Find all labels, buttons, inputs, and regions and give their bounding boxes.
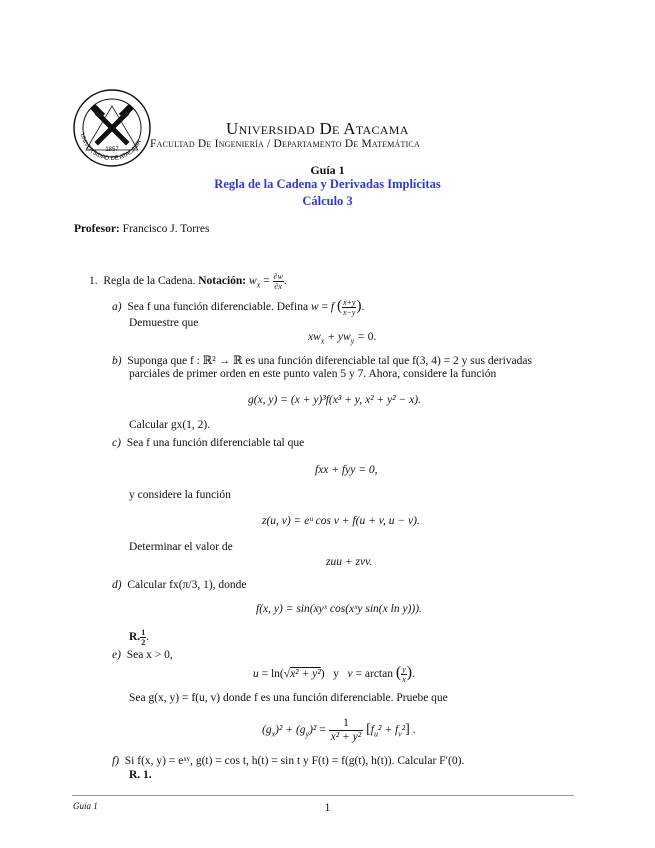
item-f-answer: R. 1. [129, 769, 152, 781]
topic-title: Regla de la Cadena y Derivadas Implícitas [214, 177, 441, 191]
item-c-line3: Determinar el valor de [129, 541, 233, 553]
item-b-equation: g(x, y) = (x + y)³f(x³ + y, x² + y² − x). [248, 394, 421, 406]
university-name: Universidad De Atacama [226, 119, 409, 138]
item-e-equation1: u = ln(√x² + y²) y v = arctan ( $\frac{y}{x}$ ). [253, 664, 415, 684]
item-c-equation3: zuu + zvv. [326, 556, 373, 568]
item-b-line1: b) Suponga que f : ℝ² → ℝ es una función diferenciable tal que f(3, 4) = 2 y sus derivadas [112, 355, 532, 367]
item-b-line2: parciales de primer orden en este punto valen 5 y 7. Ahora, considere la función [129, 368, 497, 380]
problem-heading: 1. Regla de la Cadena. Notación: $w_x$ = $\frac{\partial w}{\partial x}$ . [89, 272, 287, 291]
footer-guide: Guía 1 [73, 801, 98, 811]
faculty-name: Facultad De Ingeniería / Departamento De Matemática [150, 138, 420, 150]
item-d-equation: f(x, y) = sin(xyˣ cos(xˣy sin(x ln y))). [256, 603, 422, 615]
item-e-line2: Sea g(x, y) = f(u, v) donde f es una función diferenciable. Pruebe que [129, 692, 448, 704]
professor-line [74, 223, 209, 235]
item-d-line1: d) Calcular fx(π/3, 1), donde [112, 579, 247, 591]
page-number: 1 [324, 802, 331, 814]
item-f-line1: f) Si f(x, y) = eˣʸ, g(t) = cos t, h(t) = sin t y F(t) = f(g(t), h(t)). Calcular F′(0). [112, 755, 465, 767]
course-title: Cálculo 3 [302, 194, 353, 208]
item-a-line2: Demuestre que [129, 317, 199, 329]
item-a-equation: $xw_x + yw_y = 0$. [308, 331, 377, 346]
professor-name: Francisco J. Torres [122, 223, 210, 235]
professor-label: Profesor: [74, 223, 120, 235]
svg-text:1857: 1857 [105, 147, 119, 153]
item-c-equation2: z(u, v) = eᵘ cos v + f(u + v, u − v). [262, 515, 420, 527]
item-e-line1: e) Sea x > 0, [112, 649, 173, 661]
item-c-line1: c) Sea f una función diferenciable tal que [112, 437, 305, 449]
item-a-line1: a) Sea f una función diferenciable. Defina w = f ( $\frac{x+y}{x-y}$ ). [112, 298, 365, 317]
guide-title: Guía 1 [310, 163, 345, 177]
svg-text:UNIVERSIDAD DE ATACAMA: UNIVERSIDAD DE ATACAMA [78, 132, 143, 163]
item-b-line3: Calcular gx(1, 2). [129, 419, 211, 431]
item-c-equation1: fxx + fyy = 0, [315, 464, 378, 476]
university-seal-logo [72, 88, 152, 168]
problem-title: Regla de la Cadena. [103, 275, 196, 288]
item-c-line2: y considere la función [129, 489, 231, 501]
notation-label: Notación: [198, 275, 247, 288]
item-d-answer: R. $\frac{1}{2}$ . [129, 628, 150, 647]
footer-rule [72, 795, 574, 796]
problem-number: 1. [89, 275, 98, 288]
item-e-equation2: $(g_x)^2 + (g_y)^2$ = $\frac{1}{\text{x² + y²}}$ $[f_u^2 + f_v^2]$ . [262, 717, 416, 743]
